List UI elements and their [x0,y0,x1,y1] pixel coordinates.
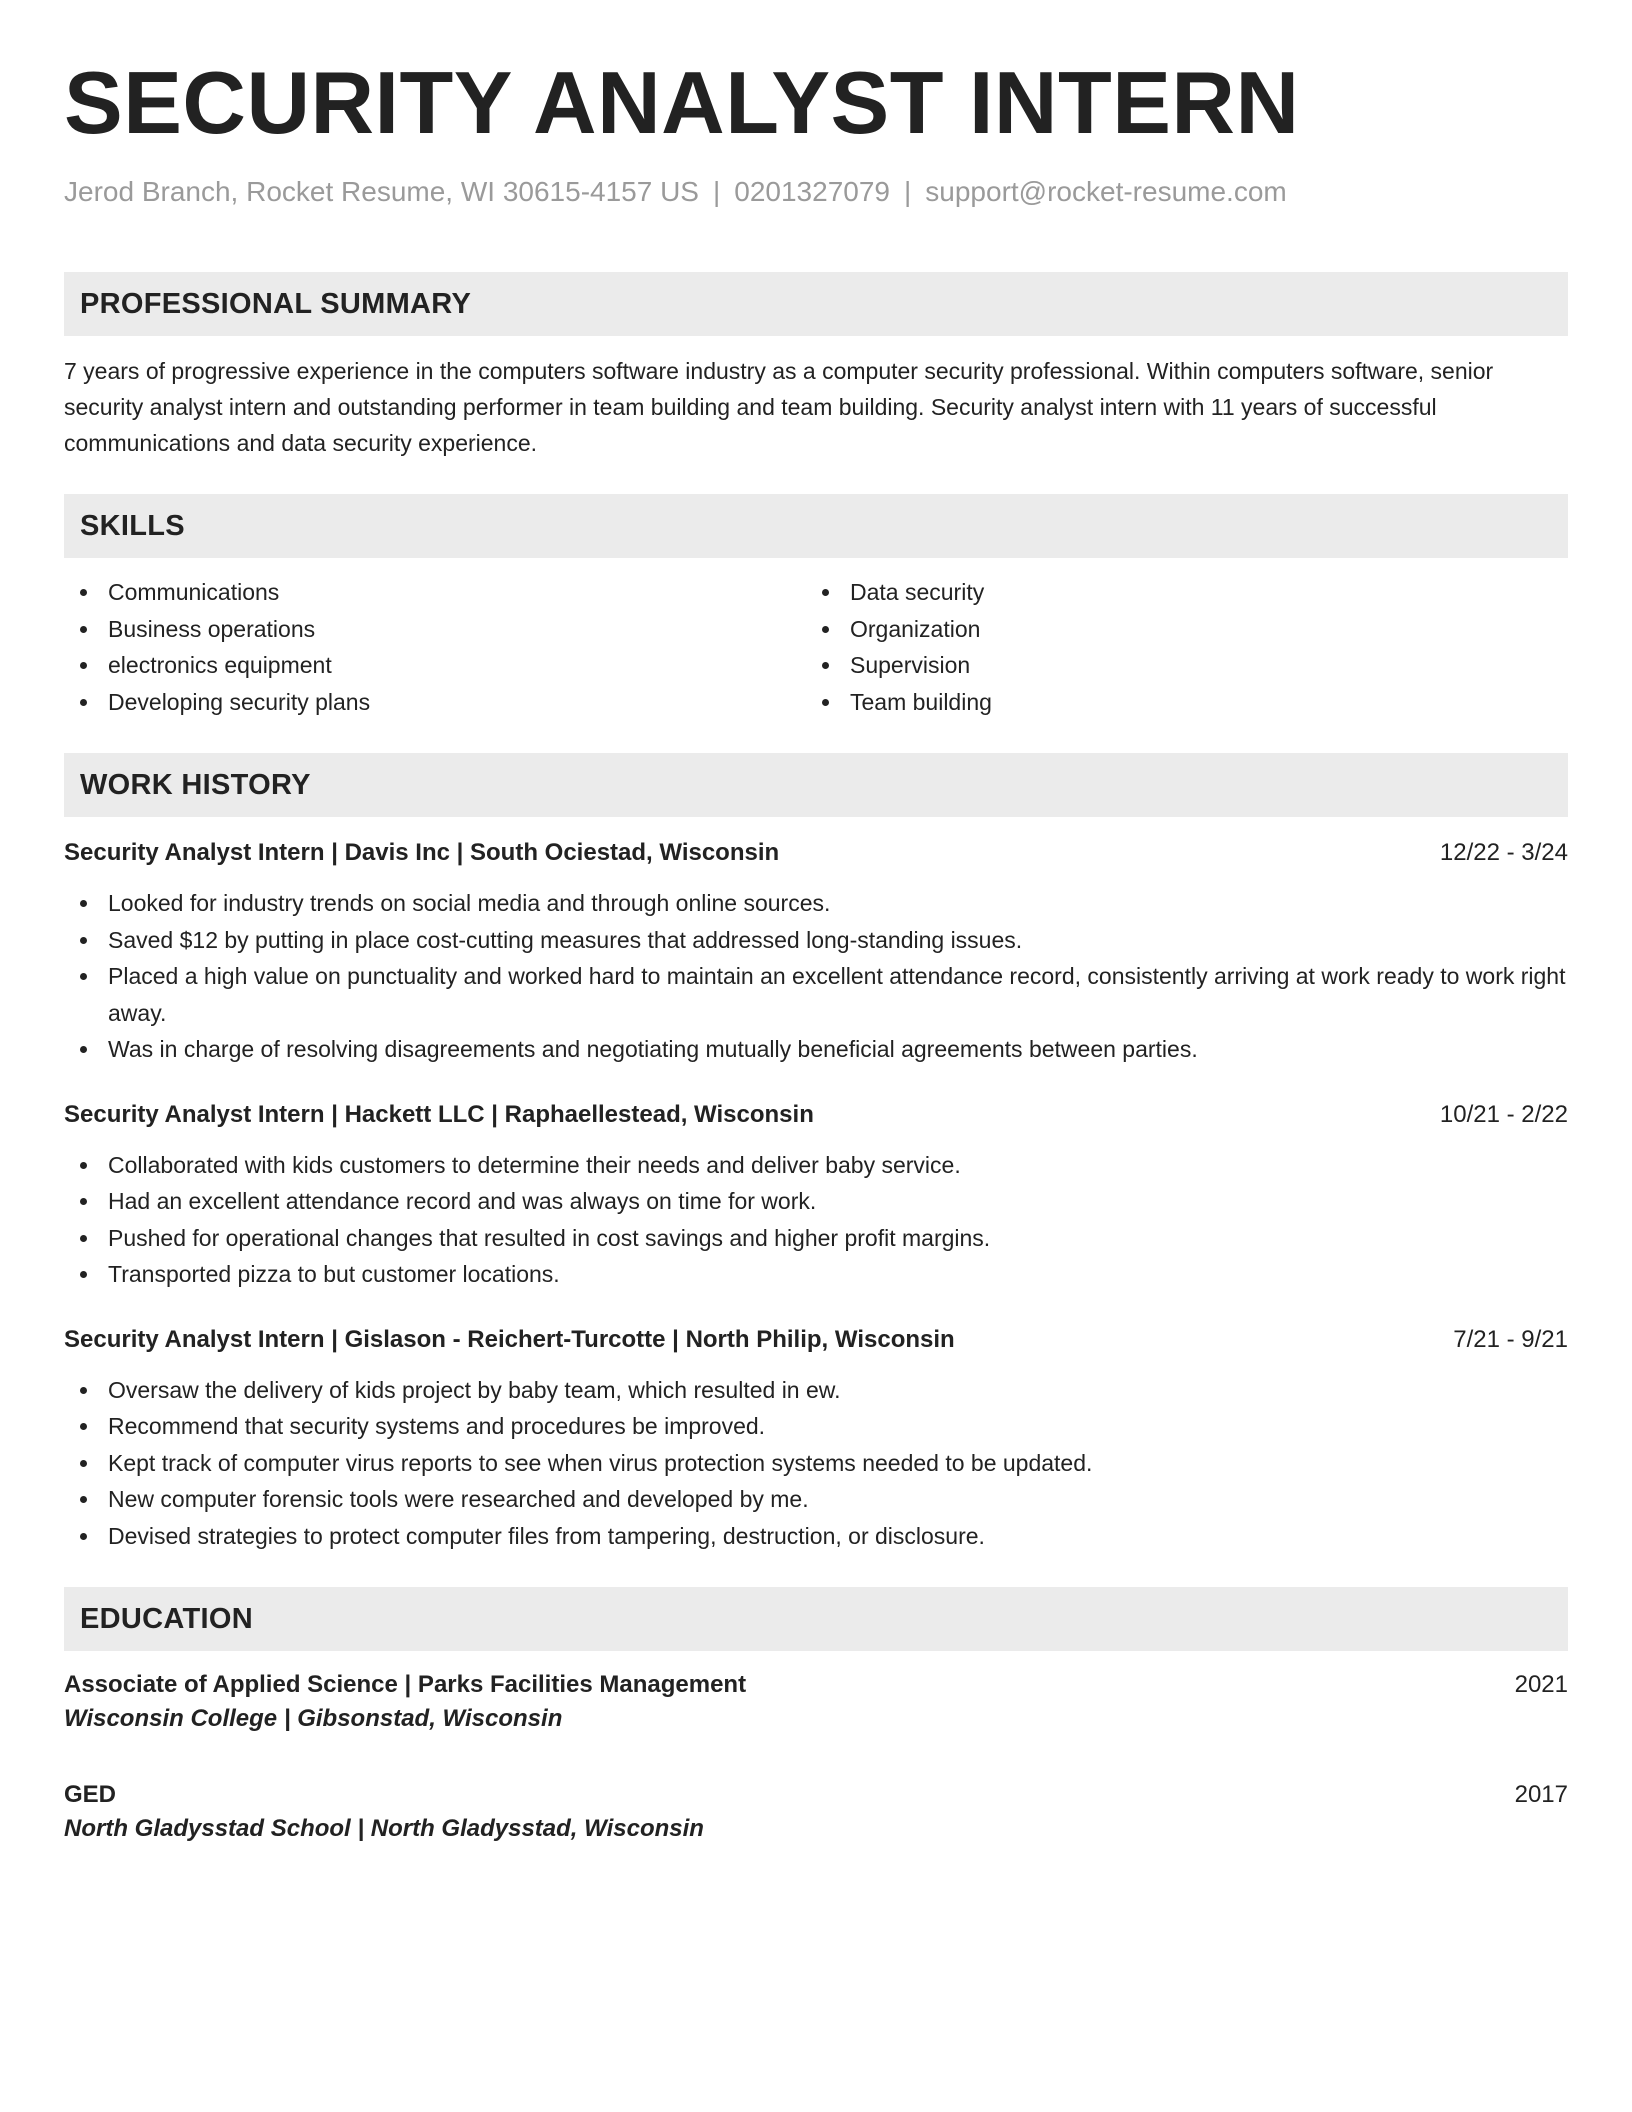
skill-item: Organization [806,611,1548,648]
job-entry [64,837,1568,1068]
skills-column-left [64,574,806,720]
job-title: Security Analyst Intern | Davis Inc | South Ociestad, Wisconsin [64,839,780,866]
skill-item: electronics equipment [64,647,806,684]
section-heading-education: EDUCATION [64,1587,1568,1651]
job-dates: 7/21 - 9/21 [1453,1325,1568,1353]
summary-paragraph: 7 years of progressive experience in the computers software industry as a computer security professional. Within computers software, senior security analyst intern and outstanding performer in team building and team building. Security analyst intern with 11 years of successful communications and data security experience. [64,358,1494,456]
job-bullet: Looked for industry trends on social media and through online sources. [64,885,1568,922]
contact-separator: | [712,176,721,207]
job-bullet: Had an excellent attendance record and was always on time for work. [64,1183,1568,1220]
job-bullets [64,885,1568,1068]
skills-column-right [806,574,1548,720]
job-title: Security Analyst Intern | Gislason - Reichert-Turcotte | North Philip, Wisconsin [64,1325,955,1353]
contact-line [64,176,1568,208]
education-school: North Gladysstad School | North Gladysstad, Wisconsin [64,1815,704,1842]
job-bullet: Transported pizza to but customer locations. [64,1256,1568,1293]
education-entry [64,1669,1568,1737]
job-bullet: Oversaw the delivery of kids project by baby team, which resulted in ew. [64,1372,1568,1409]
skill-item: Business operations [64,611,806,648]
job-bullet: Placed a high value on punctuality and worked hard to maintain an excellent attendance record, consistently arriving at work ready to work right away. [64,958,1568,1031]
resume-page [64,0,1568,1847]
job-title: Security Analyst Intern | Hackett LLC | Raphaellestead, Wisconsin [64,1100,814,1128]
job-dates: 10/21 - 2/22 [1439,1100,1568,1128]
skill-item: Developing security plans [64,684,806,721]
section-heading-work-history: WORK HISTORY [64,753,1568,817]
job-bullet: Saved $12 by putting in place cost-cutting measures that addressed long-standing issues. [64,922,1568,959]
job-bullets [64,1147,1568,1293]
education-degree: GED [64,1781,117,1808]
education-header [64,1669,1568,1701]
education-school: Wisconsin College | Gibsonstad, Wisconsin [64,1705,563,1732]
education-year: 2021 [1514,1671,1568,1698]
education-entry [64,1779,1568,1847]
job-header [64,1099,1568,1131]
skill-item: Team building [806,684,1548,721]
skill-item: Communications [64,574,806,611]
contact-email: support@rocket-resume.com [925,176,1287,207]
skills-list [64,574,1568,720]
job-header [64,837,1568,869]
job-entry [64,1324,1568,1555]
skill-item: Data security [806,574,1548,611]
job-bullet: Kept track of computer virus reports to see when virus protection systems needed to be updated. [64,1445,1568,1482]
job-bullet: New computer forensic tools were researched and developed by me. [64,1481,1568,1518]
skill-item: Supervision [806,647,1548,684]
job-bullet: Recommend that security systems and procedures be improved. [64,1408,1568,1445]
contact-phone: 0201327079 [734,176,890,207]
resume-name-title: SECURITY ANALYST INTERN [64,53,1300,152]
job-bullet: Was in charge of resolving disagreements and negotiating mutually beneficial agreements between parties. [64,1031,1568,1068]
education-year: 2017 [1514,1781,1568,1808]
education-degree: Associate of Applied Science | Parks Facilities Management [64,1671,747,1698]
contact-separator: | [904,176,912,207]
section-heading-skills: SKILLS [64,494,1568,558]
job-entry [64,1099,1568,1293]
job-bullet: Collaborated with kids customers to determine their needs and deliver baby service. [64,1147,1568,1184]
job-bullet: Devised strategies to protect computer files from tampering, destruction, or disclosure. [64,1518,1568,1555]
contact-address: Jerod Branch, Rocket Resume, WI 30615-4157 US [64,176,699,207]
job-header [64,1324,1568,1356]
section-heading-summary: PROFESSIONAL SUMMARY [64,272,1568,336]
education-header [64,1779,1568,1811]
job-bullet: Pushed for operational changes that resulted in cost savings and higher profit margins. [64,1220,1568,1257]
job-dates: 12/22 - 3/24 [1439,839,1568,866]
job-bullets [64,1372,1568,1555]
